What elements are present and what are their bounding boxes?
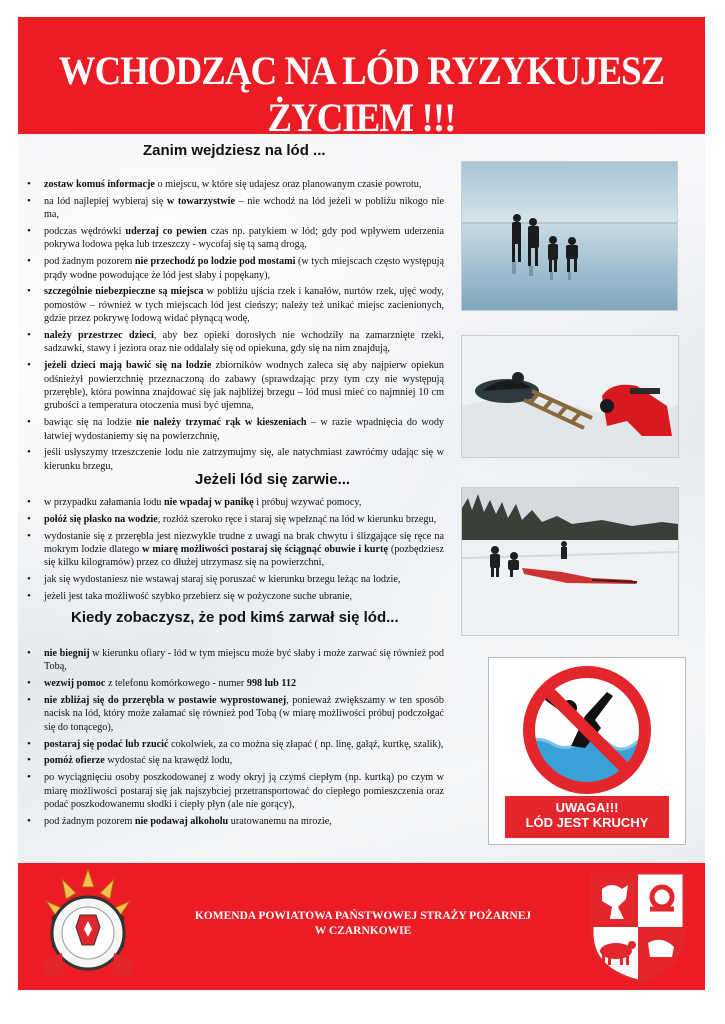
section2-heading: Jeżeli lód się zarwie... xyxy=(195,471,351,488)
section1-item xyxy=(18,195,444,222)
text: po wyciągnięciu osoby poszkodowanej z wody okryj ją czymś ciepłym (np. kurtką) po czym w miarę możliwości postaraj się jak najszybciej przetransportować do ciepłego pomieszczenia oraz podać poszkodowanemu słodki i ciepły płyn (ale nie gorący), xyxy=(44,772,444,811)
text: w kierunku ofiary - lód w tym miejscu może być słaby i może zarwać się również pod Tobą, xyxy=(44,648,445,673)
text: jeśli usłyszymy trzeszczenie lodu nie zatrzymujmy się, ale natychmiast zawróćmy udając się w kierunku brzegu, xyxy=(44,447,444,472)
sign-line2: LÓD JEST KRUCHY xyxy=(525,815,649,830)
section1-item xyxy=(18,416,444,443)
text: – nie wchodź na lód jeżeli w pobliżu nikogo nie ma, xyxy=(44,195,444,221)
section3-item xyxy=(18,738,444,751)
text: czas np. patykiem w lód; gdy pod wpływem uderzenia pokrywa lodowa pęka lub trzeszczy - wycofaj się tą samą drogą, xyxy=(44,226,444,251)
section1-list xyxy=(18,178,444,477)
text: jeżeli jest taka możliwość szybko przebierz się w pożyczone suche ubranie, xyxy=(44,591,353,602)
fire-brigade-emblem-icon xyxy=(32,865,144,987)
bold-text: w miarę możliwości postaraj się ściągnąć obuwie i kurtę xyxy=(142,544,388,555)
warning-sign xyxy=(488,657,686,845)
section1-item xyxy=(18,359,444,413)
photo-sled-rescue xyxy=(461,487,679,636)
poster xyxy=(18,17,705,990)
text: (w tych miejscach często występują prądy wodne powodujące że lód jest słaby i popękany), xyxy=(44,256,445,281)
section3-item xyxy=(18,771,444,811)
text: wydostać się na krawędź lodu, xyxy=(104,755,233,767)
section1-item xyxy=(18,446,444,473)
text: bawiąc się na lodzie xyxy=(44,417,137,429)
text: zbiorników wodnych zaleca się aby najpierw opiekun odśnieżył powierzchnię przeznaczoną do zabawy (sprawdzając przy tym czy nie występują przeręble), która powinna znajdować się jak najbliżej brzegu – lód musi mieć co najmniej 10 cm grubości a temperatura otoczenia musi być ujemna, xyxy=(44,360,444,412)
bold-text: nie biegnij xyxy=(44,648,90,659)
section2-item xyxy=(18,513,444,526)
bold-text: nie zbliżaj się do przerębla w postawie wyprostowanej xyxy=(44,695,287,706)
section1-item xyxy=(18,285,444,325)
poster-title: WCHODZĄC NA LÓD RYZYKUJESZ ŻYCIEM !!! xyxy=(58,48,665,140)
text: podczas wędrówki xyxy=(44,226,126,237)
bold-text: połóż się płasko na wodzie xyxy=(44,513,158,525)
bold-text: jeżeli dzieci mają bawić się na lodzie xyxy=(44,360,212,372)
text: – w razie wpadnięcia do wody łatwiej wydostaniemy się na powierzchnię, xyxy=(44,417,445,442)
footer-line1: KOMENDA POWIATOWA PAŃSTWOWEJ STRAŻY POŻARNEJ xyxy=(194,910,532,922)
section3-item xyxy=(18,694,444,734)
section2-item xyxy=(18,573,444,586)
text: , rozłóż szeroko ręce i staraj się wpełznąć na lód w kierunku brzegu, xyxy=(157,513,437,525)
bold-text: nie przechodź po lodzie pod mostami xyxy=(134,256,296,268)
bold-text: w towarzystwie xyxy=(166,195,236,207)
section3-list xyxy=(18,647,444,832)
bold-text: wezwij pomoc xyxy=(44,678,106,690)
section3-heading: Kiedy zobaczysz, że pod kimś zarwał się lód... xyxy=(71,609,399,626)
bold-text: należy przestrzec dzieci xyxy=(44,330,154,342)
section1-item xyxy=(18,329,444,356)
section1-heading: Zanim wejdziesz na lód ... xyxy=(143,142,326,159)
bold-text: szczególnie niebezpieczne są miejsca xyxy=(44,286,204,298)
section1-item xyxy=(18,178,444,191)
bold-text: nie podawaj alkoholu xyxy=(134,815,229,827)
bold-text: postaraj się podać lub rzucić xyxy=(44,738,169,750)
text: na lód najlepiej wybieraj się xyxy=(44,195,167,207)
section2-item xyxy=(18,590,444,603)
text: wydostanie się z przerębla jest niezwykle trudne z uwagi na brak chwytu i ślizgające się ręce na mokrym lodzie dlatego xyxy=(44,530,444,555)
bold-text: nie wpadaj w panikę xyxy=(163,497,254,508)
text: cokolwiek, za co można się złapać ( np. linę, gałąź, kurtkę, szalik), xyxy=(168,738,444,750)
text: (pozbędziesz się kilku kilogramów) przez co dłużej utrzymasz się na powierzchni, xyxy=(44,544,444,569)
text: o miejscu, w które się udajesz oraz planowanym czasie powrotu, xyxy=(154,179,422,190)
text: , aby bez opieki dorosłych nie wchodziły na zamarznięte rzeki, sadzawki, stawy i jeziora oraz nie oddalały się od opiekuna, gdy się na nim znajdują, xyxy=(44,330,444,355)
text: z telefonu komórkowego - numer xyxy=(105,678,247,690)
title-banner xyxy=(18,17,705,140)
text: , ponieważ zwiększamy w ten sposób nacisk na lód, który może załamać się również pod Tobą (w miarę możliwości próbuj podczołgać się do tonącego), xyxy=(44,695,444,733)
bold-text: zostaw komuś informacje xyxy=(44,179,155,190)
section2-item xyxy=(18,496,444,509)
county-coat-of-arms-icon xyxy=(588,869,688,983)
footer-text xyxy=(168,909,558,939)
bold-text: uderzaj co pewien xyxy=(125,226,207,237)
section2-list xyxy=(18,496,444,607)
text: pod żadnym pozorem xyxy=(44,256,135,268)
section3-item xyxy=(18,815,444,828)
section1-item xyxy=(18,225,444,252)
photo-ladder-rescue xyxy=(461,335,679,458)
sign-line1: UWAGA!!! xyxy=(555,800,619,815)
text: w pobliżu ujścia rzek i kanałów, nurtów rzek, ujęć wody, pomostów – również w tych miejscach lód jest cieńszy; należy też unikać miejsc zacienionych, gdzie przez pokrywę lodową widać płynącą wodę, xyxy=(44,286,444,325)
footer-band xyxy=(18,863,705,990)
section1-item xyxy=(18,255,444,282)
section2-item xyxy=(18,530,444,570)
bold-text: nie należy trzymać rąk w kieszeniach xyxy=(136,417,307,429)
text: jak się wydostaniesz nie wstawaj staraj się poruszać w kierunku brzegu leżąc na lodzie, xyxy=(44,574,401,586)
text: w przypadku załamania lodu xyxy=(44,497,164,508)
bold-text: pomóż ofierze xyxy=(44,755,105,767)
bold-text: 998 lub 112 xyxy=(246,678,297,690)
section3-item xyxy=(18,754,444,767)
section3-item xyxy=(18,677,444,690)
text: pod żadnym pozorem xyxy=(44,815,135,827)
footer-line2: W CZARNKOWIE xyxy=(314,925,412,937)
text: uratowanemu na mrozie, xyxy=(228,815,332,827)
section3-item xyxy=(18,647,444,674)
photo-people-on-ice xyxy=(461,161,678,311)
text: i próbuj wzywać pomocy, xyxy=(253,497,362,508)
